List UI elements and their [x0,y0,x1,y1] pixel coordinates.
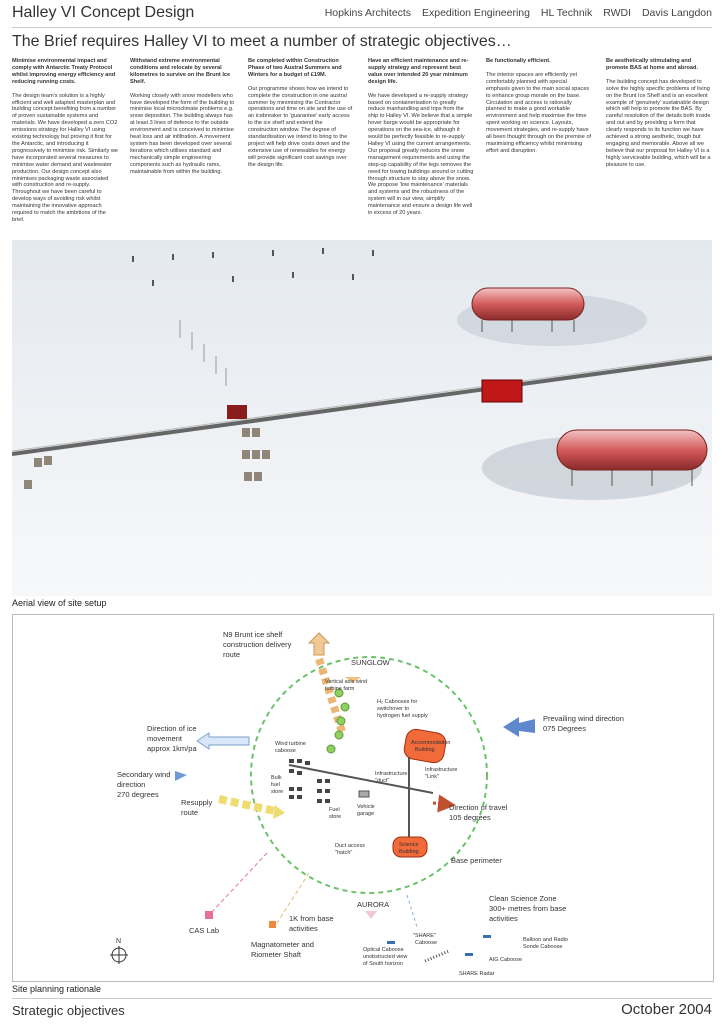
site-plan-diagram [13,615,713,981]
label-aig: AIG Caboose [489,957,523,963]
headline: The Brief requires Halley VI to meet a number of strategic objectives… [12,33,512,50]
optical-caboose [387,941,395,944]
objective-body: The interior spaces are efficiently yet comfortably planned with special emphasis given to the main social spaces to enhance group morale on the base. Circulation and access is rationally planned to make a good workable environment and help maximise the time spent working on science. Layouts, movement strategies, and re-supply have all been thought through on the premise of maximising efficiency whilst minimising effort and disruption. [486,71,592,154]
partner-list [317,7,712,19]
label-ice-movement: Direction of ice movement approx 1km/pa [147,724,197,753]
objective-heading: Be completed within Construction Phase of two Austral Summers and Winters for a budget of £19M. [248,58,342,78]
label-optical: Optical Caboose unobstructed view of South horizon [363,947,408,967]
label-infra-link: Infrastructure "Link" [425,767,458,780]
label-sunglow: SUNGLOW [351,658,390,667]
secondary-wind-arrow [175,771,187,781]
label-magnetometer: Magnatometer and Riometer Shaft [251,940,314,959]
label-infra-duct: Infrastructure "duct" [375,771,408,784]
objective-column [606,58,712,169]
label-duct-access: Duct access "hatch" [335,843,365,856]
site-plan [12,614,714,982]
objective-body: Working closely with snow modellers who have developed the form of the building to minimise local microclimate problems e.g. snow deposition. The building always has at least 3 lines of defence to the outside environment and is conceived to minimise heat loss and air infiltration. A movement system has been developed over several iterations which utilises standard and mechanically simple engineering components such as hydraulic rams, maintainable from within the building. [130,92,235,175]
label-h2-caboose: H₂ Cabooses for switchover to hydrogen fuel supply [377,699,428,719]
partner-name: HL Technik [540,7,593,19]
page-title: Halley VI Concept Design [12,4,195,21]
red-caboose [482,380,522,402]
objective-body: The design team's solution is a highly efficient and well adapted masterplan and building concept benefiting from a number of proven sustainable systems and materials. We have developed a zero CO2 emissions strategy for Halley VI using existing technology but proving it first for the Antarctic, and introducing it progressively to minimise risk. Similarly we have incorporated several measures to minimise water demand and wastewater production. Our design concept also minimises packaging waste associated with construction and re-supply. Throughout we have been careful to develop ways of avoiding risk whilst maintaining the innovative approach required to match the ambitions of the brief. [12,92,118,223]
objective-heading: Have an efficient maintenance and re-supply strategy and represent best value over intended 20 year minimum design life. [368,58,469,85]
clean-zone-link [407,895,417,927]
objective-body: The building concept has developed to solve the highly specific problems of living on the Brunt Ice Shelf and is an excellent example of 'genuinely' sustainable design which will help to promote the BAS. By careful resolution of the details both inside and out and by providing a form that clearly responds to its function we have achieved a strong aesthetic, tough but engaging and memorable. Above all we believe that our proposal for Halley VI is a highly serviceable building, which will be a pleasure to use. [606,78,711,168]
partner-name: Expedition Engineering [421,7,530,19]
objective-heading: Minimise environmental impact and comply with Antarctic Treaty Protocol whilst improving energy efficiency and reducing running costs. [12,58,116,85]
ice-movement-arrow [197,733,249,749]
label-n9: N9 Brunt ice shelf construction delivery route [223,630,292,659]
objective-heading: Be functionally efficient. [486,58,551,64]
footer-divider [12,998,712,999]
footer-date: October 2004 [621,1001,712,1018]
label-resupply: Resupply route [181,798,213,817]
label-clean-zone: Clean Science Zone 300+ metres from base activities [489,894,567,923]
label-share-caboose: "SHARE" Caboose [413,933,438,946]
aerial-view-image [12,240,712,596]
prevailing-wind-arrow [503,717,535,737]
magnetometer-shaft [269,921,276,928]
aerial-caption: Aerial view of site setup [12,598,107,608]
aig-caboose [465,953,473,956]
partner-name: Davis Langdon [641,7,712,19]
label-fuel-store: Fuel store [329,807,342,820]
objective-column [248,58,354,169]
objectives-columns [12,58,712,238]
aerial-illustration [12,240,712,596]
partner-name: RWDI [603,7,632,19]
objective-column [12,58,118,224]
cas-lab [205,911,213,919]
snow-field [12,240,712,596]
objective-heading: Withstand extreme environmental conditions and relocate by several kilometres to survive on the Brunt Ice Shelf. [130,58,231,85]
objective-heading: Be aesthetically stimulating and promote BAS at home and abroad. [606,58,698,71]
label-base-perimeter: Base perimeter [451,856,502,865]
share-radar [425,951,449,961]
label-cas-lab: CAS Lab [189,926,220,935]
label-secondary-wind: Secondary wind direction 270 degrees [117,770,171,799]
label-one-k: 1K from base activities [289,914,334,933]
label-prevailing-wind: Prevailing wind direction 075 Degrees [543,714,624,733]
north-arrow-icon [110,946,128,964]
footer-title: Strategic objectives [12,1003,125,1018]
objective-column [368,58,474,217]
objective-body: Our programme shows how we intend to complete the construction in one austral summer by minimising the Contractor operations and time on site and the use of an icebreaker to 'guarantee' early access to the ice shelf and extend the construction window. The degree of standardisation we intend to bring to the project will help drive costs down and the extensive use of renewables for energy will provide significant cost savings over the design life. [248,85,353,168]
label-share-radar: SHARE Radar [459,971,495,977]
resupply-arrow [219,799,285,819]
red-caboose [227,405,247,419]
site-caption: Site planning rationale [12,984,102,994]
cas-lab-link [211,853,267,913]
header [12,4,712,24]
label-aurora: AURORA [357,900,390,909]
label-accommodation: Accommodation Building [411,740,451,753]
label-balloon: Balloon and Radio Sonde Caboose [523,937,568,950]
partner-name: Hopkins Architects [324,7,412,19]
label-wind-caboose: Wind turbine caboose [275,741,306,754]
label-travel: Direction of travel 105 degrees [449,803,508,822]
infrastructure-duct [289,765,433,793]
label-bulk-fuel: Bulk fuel store [271,775,284,795]
aurora-arrow [365,911,377,919]
objective-column [486,58,592,155]
balloon-caboose [483,935,491,938]
label-north: N [116,938,122,945]
objective-column [130,58,236,176]
objective-body: We have developed a re-supply strategy based on containerisation to greatly reduce manhandling and trips from the ship to Halley VI. We believe that a simple hover barge would be appropriate for operations on the sea-ice, although it would be perfectly feasible to re-supply Halley VI using the current arrangements. Our proposal greatly reduces the snow management requirements and using the step-up capability of the legs removes the need for towing buildings around or cutting through structure to stay above the snow. We propose 'low maintenance' materials and systems and the robustness of the system will in our view, simplify maintenance and ensure a design life well in excess of 20 years. [368,92,474,217]
header-divider [12,27,712,28]
label-science: Science Building [399,842,419,855]
vehicle-garage [359,791,369,797]
label-wind-farm: Vertical axis wind turbine farm [325,679,368,692]
label-vehicle-garage: Vehicle garage [357,804,375,817]
